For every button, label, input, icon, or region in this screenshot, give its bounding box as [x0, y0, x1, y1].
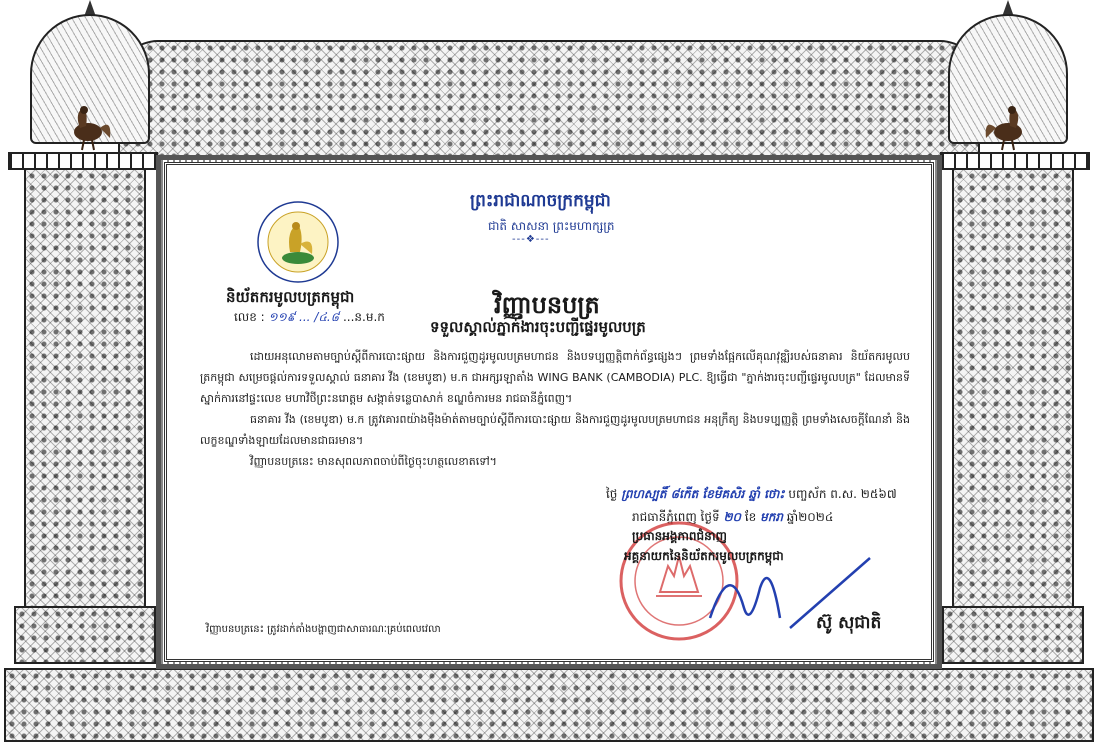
signatory-role-1: ប្រធានអង្គភាពជំនាញ	[632, 529, 727, 543]
lunar-prefix: ថ្ងៃ	[606, 487, 618, 501]
left-pillar-base	[14, 606, 156, 664]
body-paragraph-3: វិញ្ញាបនបត្រនេះ មានសុពលភាពចាប់ពីថ្ងៃចុះហត្ថលេខាតទៅ។	[250, 455, 497, 468]
solar-month-label: ខែ	[744, 510, 757, 524]
body-paragraph-2: ធនាគារ វីង (ខេមបូឌា) ម.ក ត្រូវគោរពយ៉ាងម៉ឺងម៉ាត់តាមច្បាប់ស្តីពីការបោះផ្សាយ និងការជួញដូរមូលបត្រមហាជន អនុក្រឹត្យ និងបទប្បញ្ញត្តិ ព្រមទាំងសេចក្តីណែនាំ និងលក្ខខណ្ឌទាំងឡាយដែលមានជាធរមាន។	[200, 413, 910, 447]
top-ornament-arch	[118, 40, 980, 158]
certificate-title: វិញ្ញាបនបត្រ	[494, 291, 600, 319]
issuer-name: និយ័តករមូលបត្រកម្ពុជា	[226, 288, 355, 306]
right-pillar	[952, 168, 1074, 608]
hamsa-bird-icon	[980, 98, 1036, 154]
signatory-role-2: អគ្គនាយកនៃនិយ័តករមូលបត្រកម្ពុជា	[624, 549, 784, 563]
ref-handwritten: ១១៩ ... /៤.៨	[268, 310, 340, 324]
ref-label: លេខ :	[234, 310, 265, 324]
certificate-subtitle: ទទួលស្គាល់ភ្នាក់ងារចុះបញ្ជីផ្ទេរមូលបត្រ	[430, 318, 646, 336]
national-motto: ជាតិ សាសនា ព្រះមហាក្សត្រ	[488, 219, 615, 233]
lunar-handwritten: ព្រហស្បតិ៍ ៨កើត ខែមិគសិរ ឆ្នាំ ថោះ	[621, 487, 785, 501]
kingdom-heading: ព្រះរាជាណាចក្រកម្ពុជា	[470, 191, 611, 211]
solar-day: ២០	[723, 510, 742, 524]
left-pillar	[24, 168, 146, 608]
right-pillar-base	[942, 606, 1084, 664]
certificate-body	[200, 346, 910, 472]
hamsa-bird-icon	[60, 98, 116, 154]
display-footnote: វិញ្ញាបនបត្រនេះ ត្រូវដាក់តាំងបង្ហាញជាសាធារណៈគ្រប់ពេលវេលា	[206, 624, 441, 635]
solar-month: មករា	[760, 510, 783, 524]
lunar-suffix: បញ្ចស័ក ព.ស. ២៥៦៧	[788, 487, 897, 501]
lunar-date	[606, 486, 897, 504]
reference-number	[234, 309, 385, 327]
bottom-ornament-band	[4, 668, 1094, 742]
body-paragraph-1: ដោយអនុលោមតាមច្បាប់ស្តីពីការបោះផ្សាយ និងការជួញដូរមូលបត្រមហាជន និងបទប្បញ្ញត្តិពាក់ព័ន្ធផ្សេងៗ ព្រមទាំងផ្អែកលើគុណវុឌ្ឍិរបស់ធនាគារ និយ័តករមូលបត្រកម្ពុជា សម្រេចផ្តល់ការទទួលស្គាល់ ធនាគារ វីង (ខេមបូឌា) ម.ក ជាអក្សរឡាតាំង WING BANK (CAMBODIA) PLC. ឱ្យធ្វើជា "ភ្នាក់ងារចុះបញ្ជីផ្ទេរមូលបត្រ" ដែលមានទីស្នាក់ការនៅផ្ទះលេខ មហាវិថីព្រះនរោត្តម សង្កាត់ទន្លេបាសាក់ ខណ្ឌចំការមន រាជធានីភ្នំពេញ។	[200, 350, 910, 405]
solar-prefix: រាជធានីភ្នំពេញ ថ្ងៃទី	[632, 510, 720, 524]
signatory-name: ស៊ូ សុជាតិ	[816, 613, 882, 633]
sec-logo-icon	[256, 200, 340, 284]
ref-printed: ...ន.ម.ក	[342, 310, 385, 324]
heading-divider: ---❖---	[512, 234, 550, 245]
solar-year: ឆ្នាំ២០២៤	[786, 510, 834, 524]
